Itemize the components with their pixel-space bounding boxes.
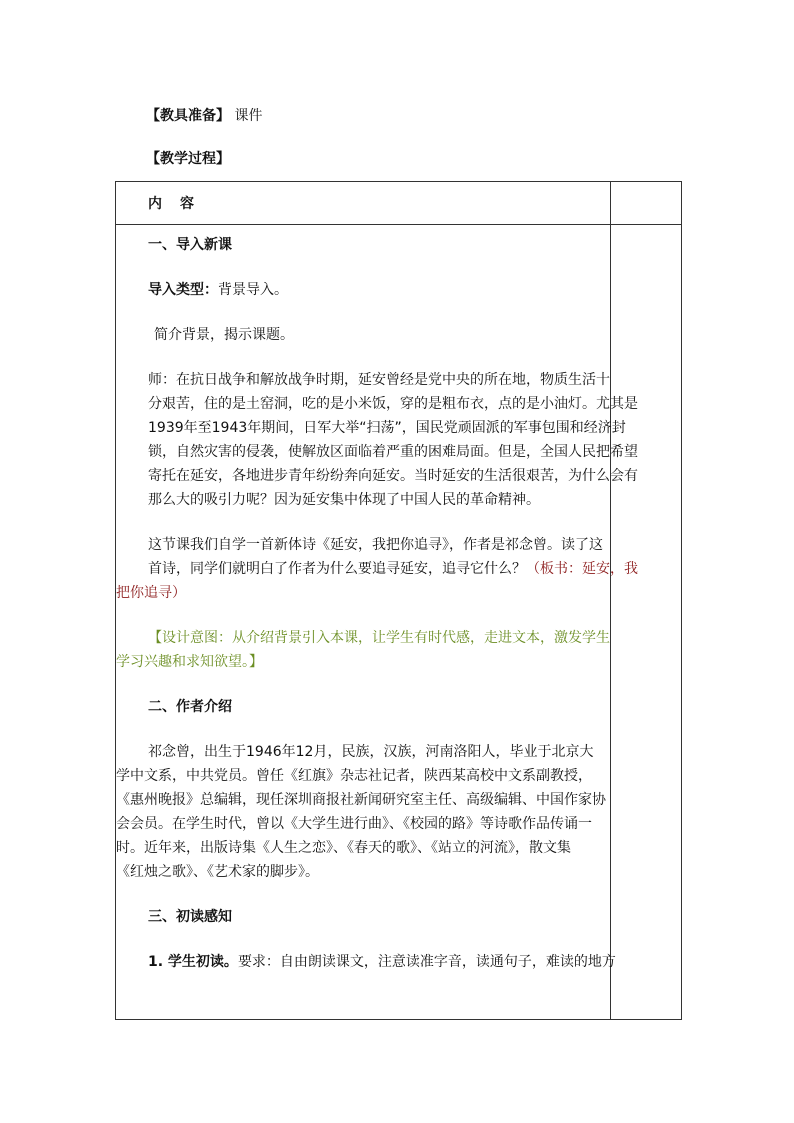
content-header-cell (116, 182, 611, 225)
table-header-row (116, 182, 682, 225)
poem-paragraph-line: 这节课我们自学一首新体诗《延安，我把你追寻》，作者是祁念曾。读了这 (148, 537, 603, 553)
author-paragraph-line: 《惠州晚报》总编辑，现任深圳商报社新闻研究室主任、高级编辑、中国作家协 (116, 792, 606, 808)
author-paragraph-line: 祁念曾，出生于1946年12月，民族，汉族，河南洛阳人，毕业于北京大 (148, 744, 594, 760)
content-header (116, 182, 610, 213)
teacher-paragraph-line: 师：在抗日战争和解放战争时期，延安曾经是党中央的所在地，物质生活十 (148, 372, 610, 388)
teaching-aids-value: 课件 (234, 108, 263, 124)
lead-in-type-label: 导入类型： (148, 282, 218, 298)
design-intent-line: 学习兴趣和求知欲望。】 (116, 654, 263, 670)
lead-in-intro: 简介背景，揭示课题。 (154, 327, 294, 343)
teaching-aids-line (146, 105, 262, 125)
lesson-table (115, 181, 682, 1020)
teacher-paragraph-line: 1939年至1943年期间，日军大举“扫荡”，国民党顽固派的军事包围和经济封 (148, 420, 626, 436)
poem-paragraph-text: 首诗，同学们就明白了作者为什么要追寻延安，追寻它什么？ (148, 561, 526, 577)
author-paragraph-line: 时。近年来，出版诗集《人生之恋》、《春天的歌》、《站立的河流》，散文集 (116, 840, 571, 856)
section-3-title: 三、初读感知 (148, 909, 232, 925)
lead-in-type (148, 278, 610, 302)
side-body-cell (611, 225, 682, 1020)
section-1-title: 一、导入新课 (148, 237, 232, 253)
lesson-content (116, 225, 638, 974)
lead-in-type-value: 背景导入。 (218, 282, 288, 298)
blackboard-note-end: 把你追寻） (116, 585, 186, 601)
poem-paragraph-line (148, 557, 638, 581)
section-2-title: 二、作者介绍 (148, 699, 232, 715)
author-paragraph-line: 学中文系，中共党员。曾任《红旗》杂志社记者，陕西某高校中文系副教授， (116, 768, 592, 784)
author-paragraph-line: 会会员。在学生时代，曾以《大学生进行曲》、《校园的路》等诗歌作品传诵一 (116, 816, 592, 832)
content-header-char-2: 容 (180, 196, 194, 212)
teacher-paragraph-line: 锁，自然灾害的侵袭，使解放区面临着严重的困难局面。但是，全国人民把希望 (148, 444, 638, 460)
first-reading-item (148, 950, 616, 974)
author-paragraph-line: 《红烛之歌》、《艺术家的脚步》。 (116, 864, 319, 880)
teaching-aids-label: 【教具准备】 (146, 108, 230, 124)
blackboard-note: （板书：延安，我 (526, 561, 638, 577)
teacher-paragraph-line: 分艰苦，住的是土窑洞，吃的是小米饭，穿的是粗布衣，点的是小油灯。尤其是 (148, 396, 638, 412)
teaching-process-label: 【教学过程】 (146, 151, 230, 167)
design-intent-line: 【设计意图：从介绍背景引入本课，让学生有时代感，走进文本，激发学生 (148, 630, 610, 646)
content-body-cell (116, 225, 638, 1020)
table-body-row (116, 225, 682, 1020)
side-header-cell (611, 182, 682, 225)
first-reading-label: 1. 学生初读。 (148, 954, 238, 970)
teacher-paragraph-line: 寄托在延安，各地进步青年纷纷奔向延安。当时延安的生活很艰苦，为什么会有 (148, 468, 638, 484)
content-header-char-1: 内 (148, 196, 162, 212)
first-reading-text: 要求：自由朗读课文，注意读准字音，读通句子，难读的地方 (237, 954, 616, 970)
teacher-paragraph-line: 那么大的吸引力呢？因为延安集中体现了中国人民的革命精神。 (148, 492, 540, 508)
